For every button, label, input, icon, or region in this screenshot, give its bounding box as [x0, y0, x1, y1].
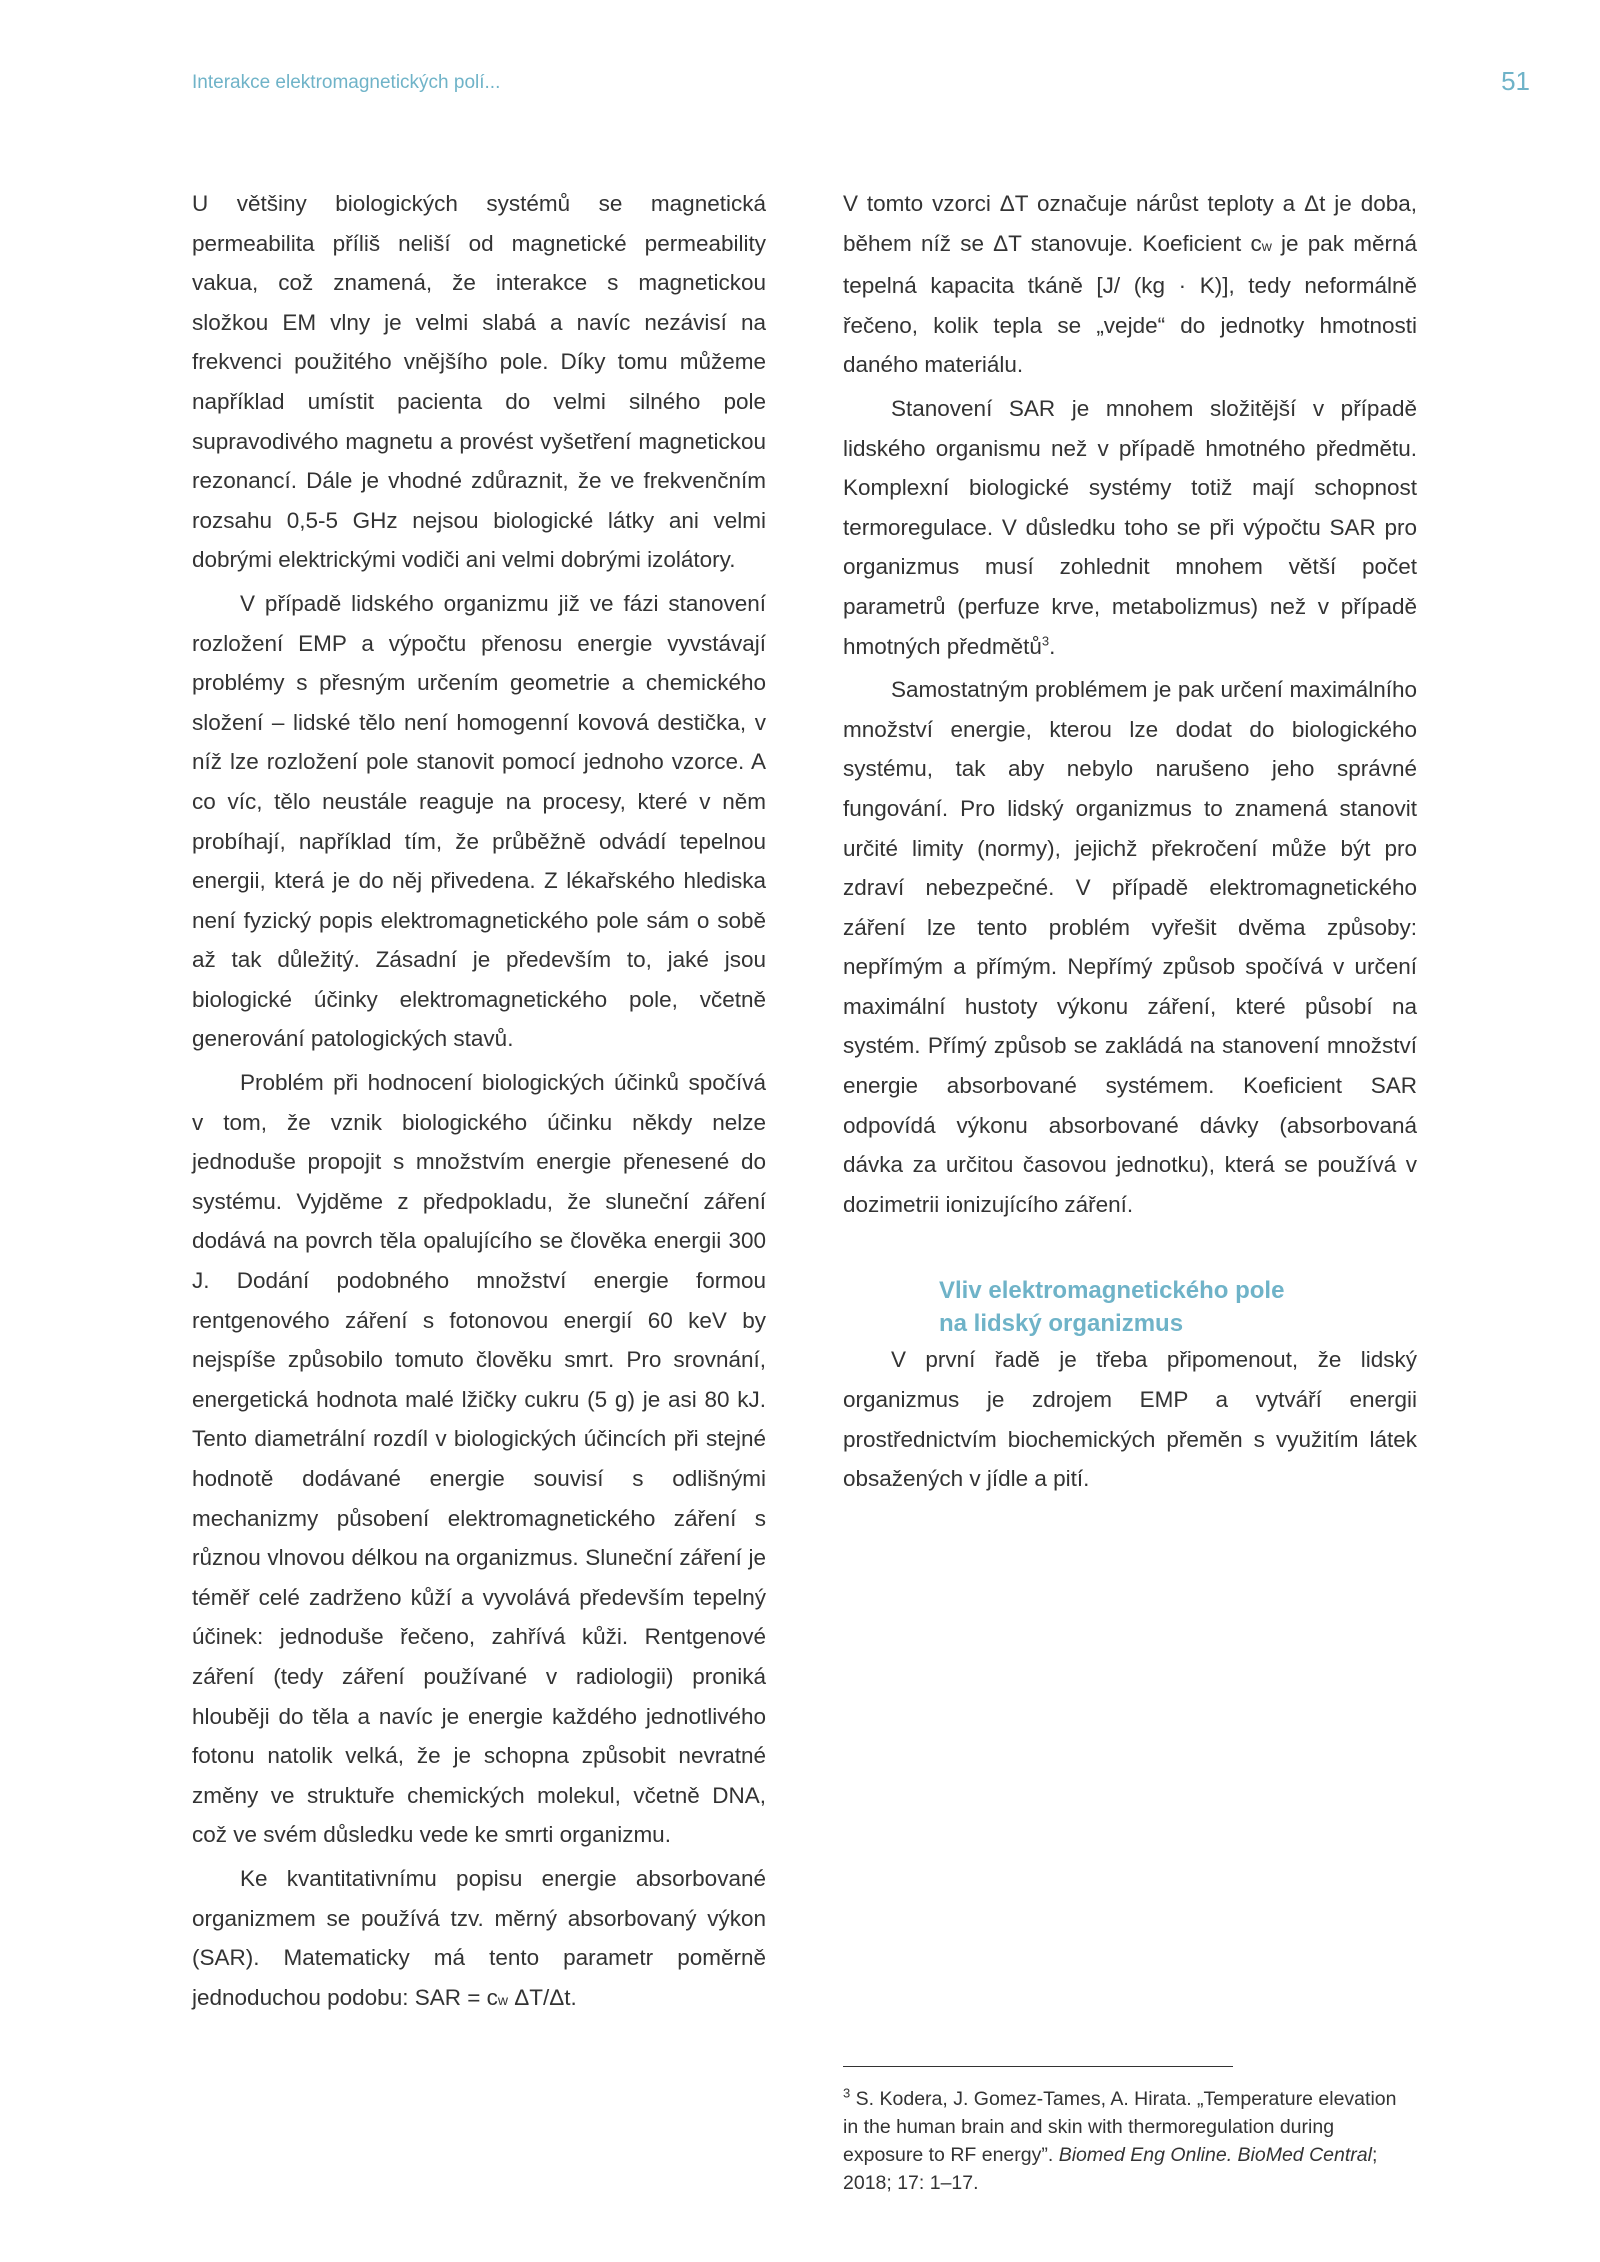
paragraph: V první řadě je třeba připomenout, že lidský organizmus je zdrojem EMP a vytváří energii prostřednictvím biochemických přeměn s využitím látek obsažených v jídle a pití. [843, 1347, 1417, 1492]
paragraph [843, 184, 1417, 385]
paragraph: V případě lidského organizmu již ve fázi stanovení rozložení EMP a výpočtu přenosu energie vyvstávají problémy s přesným určením geometrie a chemického složení – lidské tělo není homogenní kovová destička, v níž lze rozložení pole stanovit pomocí jednoho vzorce. A co víc, tělo neustále reaguje na procesy, které v něm probíhají, například tím, že průběžně odvádí tepelnou energii, která je do něj přivedena. Z lékařského hlediska není fyzický popis elektromagnetického pole sám o sobě až tak důležitý. Zásadní je především to, jaké jsou biologické účinky elektromagnetického pole, včetně generování patologických stavů. [192, 590, 766, 1052]
paragraph-text: je pak měrná tepelná kapacita tkáně [J/ (kg · K)], tedy neformálně řečeno, kolik tepla se „vejde“ do jednotky hmotnosti daného materiálu. [843, 230, 1418, 378]
footnote-marker: 3 [843, 2085, 851, 2101]
subscript-w: w [497, 1991, 508, 2008]
left-column [192, 184, 766, 2020]
footnote [843, 2085, 1417, 2197]
section-heading-line: na lidský organizmus [939, 1310, 1184, 1338]
paragraph: Problém při hodnocení biologických účinků spočívá v tom, že vznik biologického účinku někdy nelze jednoduše propojit s množstvím energie přenesené do systému. Vyjděme z předpokladu, že sluneční záření dodává na povrch těla opalujícího se člověka energii 300 J. Dodání podobného množství energie formou rentgenového záření s fotonovou energií 60 keV by nejspíše způsobilo tomuto člověku smrt. Pro srovnání, energetická hodnota malé lžičky cukru (5 g) je asi 80 kJ. Tento diametrální rozdíl v biologických účincích při stejné hodnotě dodávané energie souvisí s odlišnými mechanizmy působení elektromagnetického záření s různou vlnovou délkou na organizmus. Sluneční záření je téměř celé zadrženo kůží a vyvolává především tepelný účinek: jednoduše řečeno, zahřívá kůži. Rentgenové záření (tedy záření používané v radiologii) proniká hlouběji do těla a navíc je energie každého jednotlivého fotonu natolik velká, že je schopna způsobit nevratné změny ve struktuře chemických molekul, včetně DNA, což ve svém důsledku vede ke smrti organizmu. [192, 1070, 766, 1848]
footnote-reference[interactable]: 3 [1041, 633, 1050, 649]
paragraph-text: Ke kvantitativnímu popisu energie absorbované organizmem se používá tzv. měrný absorbovaný výkon (SAR). Matematicky má tento parametr poměrně jednoduchou podobu: SAR = c [192, 1865, 766, 2010]
section-heading [843, 1274, 1417, 1340]
footnote-text: S. Kodera, J. Gomez-Tames, A. Hirata. „Temperature elevation in the human brain and skin with thermoregulation during exposure to RF energy”. [843, 2088, 1397, 2166]
paragraph-end: . [1049, 633, 1056, 659]
section-heading-line: Vliv elektromagnetického pole [939, 1277, 1285, 1305]
subscript-w: w [1261, 237, 1272, 254]
paragraph-text: V tomto vzorci ΔT označuje nárůst teploty a Δt je doba, během níž se ΔT stanovuje. Koeficient c [843, 191, 1417, 256]
footnote-divider [843, 2066, 1233, 2067]
paragraph: U většiny biologických systémů se magnetická permeabilita příliš neliší od magnetické permeability vakua, což znamená, že interakce s magnetickou složkou EM vlny je velmi slabá a navíc nezávisí na frekvenci použitého vnějšího pole. Díky tomu můžeme například umístit pacienta do velmi silného pole supravodivého magnetu a provést vyšetření magnetickou rezonancí. Dále je vhodné zdůraznit, že ve frekvenčním rozsahu 0,5-5 GHz nejsou biologické látky ani velmi dobrými elektrickými vodiči ani velmi dobrými izolátory. [192, 191, 766, 573]
right-column [843, 184, 1417, 1499]
footnote-citation: ; 2018; 17: 1–17. [843, 2144, 1378, 2194]
paragraph-text: Stanovení SAR je mnohem složitější v případě lidského organismu než v případě hmotného předmětu. Komplexní biologické systémy totiž mají schopnost termoregulace. V důsledku toho se při výpočtu SAR pro organizmus musí zohlednit mnohem větší počet parametrů (perfuze krve, metabolizmus) než v případě hmotných předmětů [843, 395, 1417, 659]
formula-end: ΔT/Δt. [507, 1984, 577, 2010]
paragraph: Samostatným problémem je pak určení maximálního množství energie, kterou lze dodat do biologického systému, tak aby nebylo narušeno jeho správné fungování. Pro lidský organizmus to znamená stanovit určité limity (normy), jejichž překročení může být pro zdraví nebezpečné. V případě elektromagnetického záření lze tento problém vyřešit dvěma způsoby: nepřímým a přímým. Nepřímý způsob spočívá v určení maximální hustoty výkonu záření, které působí na systém. Přímý způsob se zakládá na stanovení množství energie absorbované systémem. Koeficient SAR odpovídá výkonu absorbované dávky (absorbovaná dávka za určitou časovou jednotku), která se používá v dozimetrii ionizujícího záření. [843, 677, 1417, 1217]
footnote-journal: Biomed Eng Online. BioMed Central [1058, 2144, 1372, 2166]
running-header-title: Interakce elektromagnetických polí... [192, 72, 501, 93]
page-number: 51 [1501, 66, 1530, 96]
paragraph-sar-formula [192, 1859, 766, 2020]
paragraph [843, 389, 1417, 666]
